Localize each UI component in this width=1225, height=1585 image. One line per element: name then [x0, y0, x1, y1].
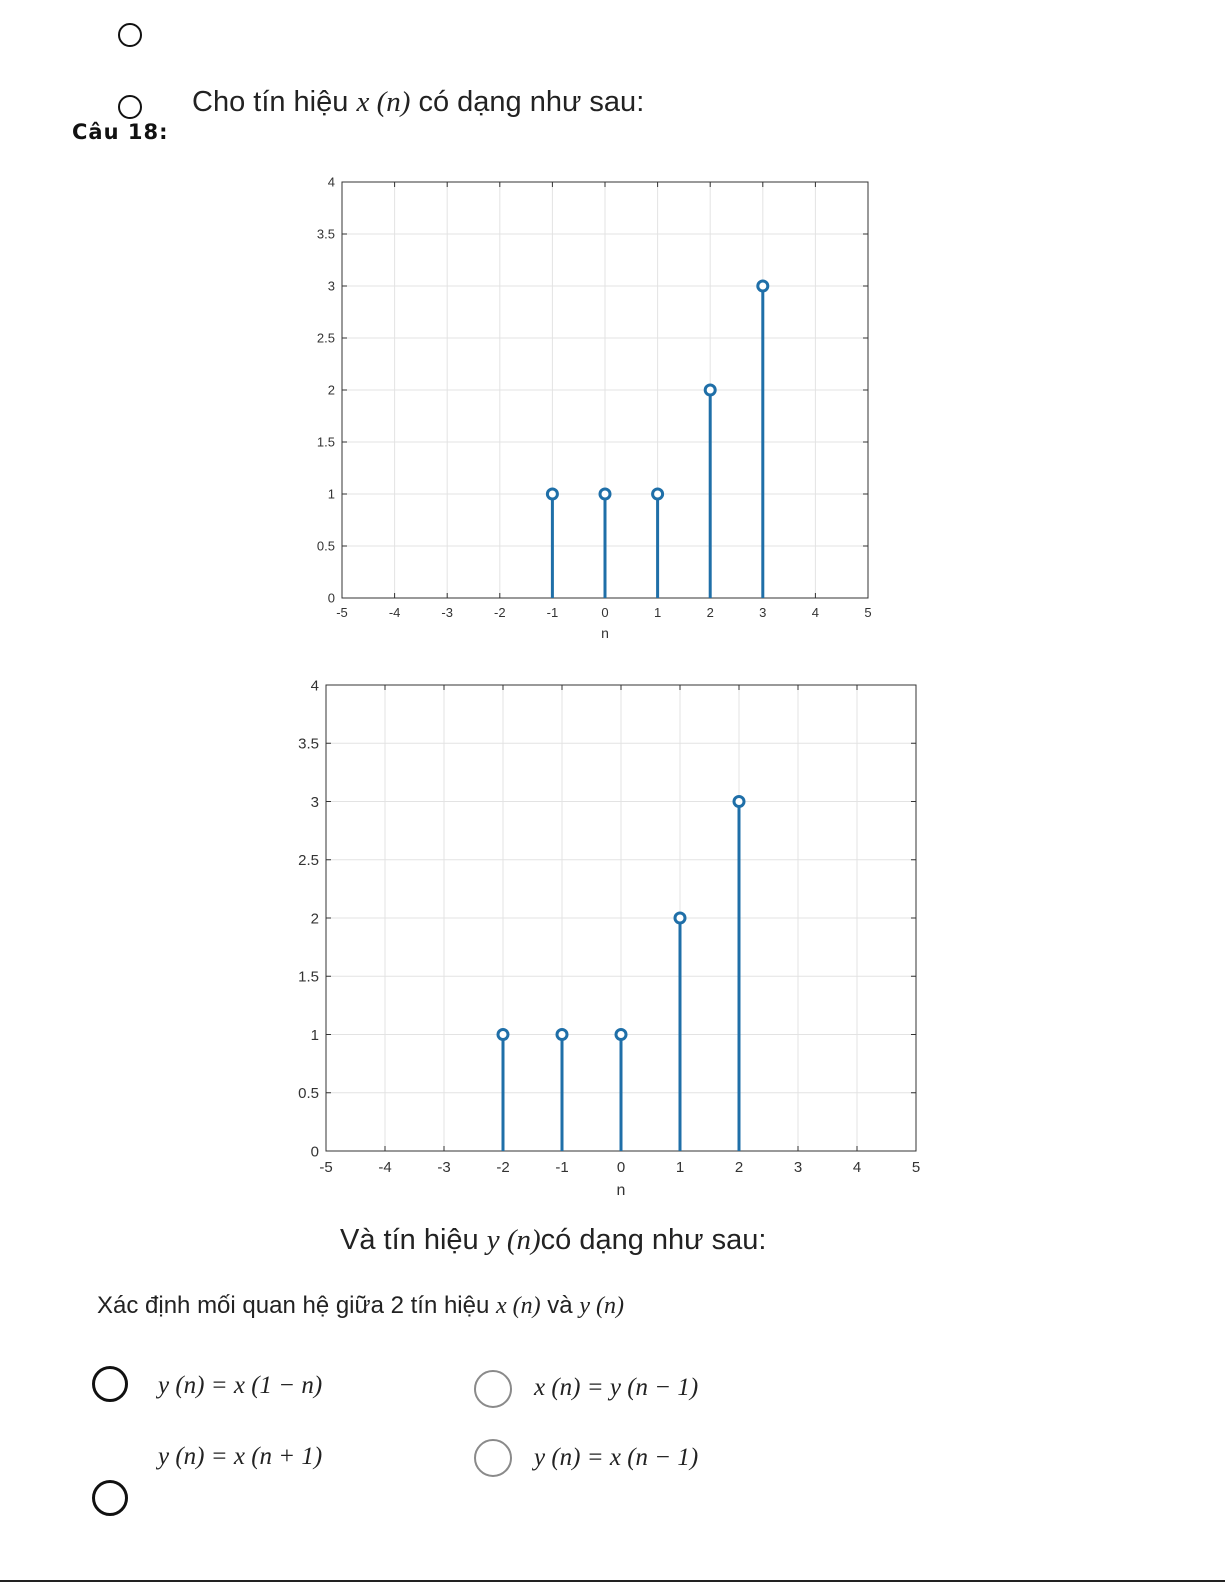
y-chart-ytick-label-4: 2	[310, 910, 319, 928]
y-chart-ytick-label-3: 1.5	[298, 968, 319, 986]
y-chart-xtick-label-7: 2	[734, 1159, 744, 1176]
intro-heading	[192, 86, 644, 119]
y-chart-xtick-label-5: 0	[616, 1159, 626, 1176]
x-chart-ytick-label-3: 1.5	[316, 434, 335, 450]
x-chart-ytick-label-2: 1	[327, 486, 335, 502]
radio-top-2[interactable]	[118, 95, 142, 119]
y-chart-xtick-label-8: 3	[793, 1159, 803, 1176]
relation-and: và	[540, 1292, 580, 1319]
y-chart-xtick-label-1: -4	[378, 1159, 392, 1176]
option-b-label[interactable]: x (n) = y (n − 1)	[534, 1374, 699, 1401]
option-c-radio[interactable]	[92, 1480, 128, 1516]
intro-text: Cho tín hiệu	[192, 86, 357, 118]
x-chart-ytick-label-6: 3	[327, 278, 335, 294]
x-chart-xtick-label-3: -2	[494, 605, 506, 620]
y-chart-marker-4	[734, 797, 744, 807]
y-chart-xtick-label-3: -2	[496, 1159, 510, 1176]
x-chart-xtick-label-10: 5	[864, 605, 872, 620]
x-chart-xtick-label-6: 1	[653, 605, 662, 620]
y-chart-ytick-label-2: 1	[310, 1026, 319, 1044]
y-chart-ytick-label-6: 3	[310, 793, 319, 811]
x-chart-marker-0	[547, 489, 557, 499]
x-chart-xtick-label-1: -4	[388, 605, 401, 620]
y-text: Và tín hiệu	[340, 1224, 487, 1256]
option-d-radio[interactable]	[474, 1439, 512, 1477]
chart-x-n	[295, 165, 895, 655]
relation-x: x (n)	[496, 1293, 541, 1319]
relation-y: y (n)	[579, 1293, 624, 1319]
x-chart-xlabel: n	[601, 625, 609, 641]
y-chart-ytick-label-0: 0	[310, 1143, 319, 1161]
y-chart-ytick-label-7: 3.5	[298, 735, 319, 753]
x-chart-ytick-label-1: 0.5	[316, 538, 335, 554]
x-chart-xtick-label-5: 0	[601, 605, 609, 620]
x-chart-marker-2	[653, 489, 663, 499]
y-chart-marker-1	[557, 1030, 567, 1040]
y-chart-ytick-label-1: 0.5	[298, 1085, 319, 1102]
x-chart-xtick-label-7: 2	[706, 605, 714, 620]
y-chart-marker-2	[616, 1030, 626, 1040]
y-chart-xtick-label-6: 1	[675, 1159, 685, 1176]
y-chart-xtick-label-4: -1	[555, 1159, 569, 1176]
y-chart-xtick-label-2: -3	[437, 1159, 451, 1176]
x-chart-ytick-label-4: 2	[327, 382, 335, 398]
y-chart-marker-0	[498, 1030, 508, 1040]
relation-text: Xác định mối quan hệ giữa 2 tín hiệu	[97, 1292, 496, 1319]
x-chart-marker-3	[705, 385, 715, 395]
option-a-label[interactable]: y (n) = x (1 − n)	[158, 1372, 323, 1399]
y-heading	[340, 1224, 766, 1257]
x-chart-xtick-label-9: 4	[811, 605, 820, 620]
relation-sentence	[97, 1292, 624, 1320]
x-chart-xtick-label-2: -3	[441, 605, 453, 620]
option-b-radio[interactable]	[474, 1370, 512, 1408]
y-chart-xtick-label-0: -5	[319, 1159, 333, 1176]
x-chart-marker-1	[600, 489, 610, 499]
x-chart-xtick-label-8: 3	[759, 605, 767, 620]
x-chart-ytick-label-7: 3.5	[316, 226, 335, 242]
y-chart-ytick-label-8: 4	[310, 677, 319, 695]
y-chart-xtick-label-9: 4	[852, 1159, 862, 1176]
y-math: y (n)	[486, 1224, 541, 1256]
bottom-rule	[0, 1580, 1225, 1582]
x-chart-xtick-label-4: -1	[546, 605, 559, 620]
x-chart-xtick-label-0: -5	[336, 605, 348, 620]
intro-math: x (n)	[356, 86, 411, 118]
y-chart-xlabel: n	[616, 1182, 626, 1199]
radio-top-1[interactable]	[118, 23, 142, 47]
question-label: Câu 18:	[72, 120, 169, 144]
x-chart-marker-4	[758, 281, 768, 291]
option-d-label[interactable]: y (n) = x (n − 1)	[534, 1444, 699, 1471]
x-chart-ytick-label-5: 2.5	[316, 330, 335, 346]
y-chart-marker-3	[675, 913, 685, 923]
x-chart-ytick-label-8: 4	[327, 174, 335, 190]
chart-y-n	[278, 672, 938, 1212]
y-chart-xtick-label-10: 5	[911, 1159, 921, 1176]
y-chart-ytick-label-5: 2.5	[298, 852, 319, 869]
intro-tail: có dạng như sau:	[410, 86, 645, 118]
option-c-label[interactable]: y (n) = x (n + 1)	[158, 1443, 323, 1470]
y-tail: có dạng như sau:	[540, 1224, 767, 1256]
option-a-radio[interactable]	[92, 1366, 128, 1402]
x-chart-ytick-label-0: 0	[327, 590, 335, 606]
